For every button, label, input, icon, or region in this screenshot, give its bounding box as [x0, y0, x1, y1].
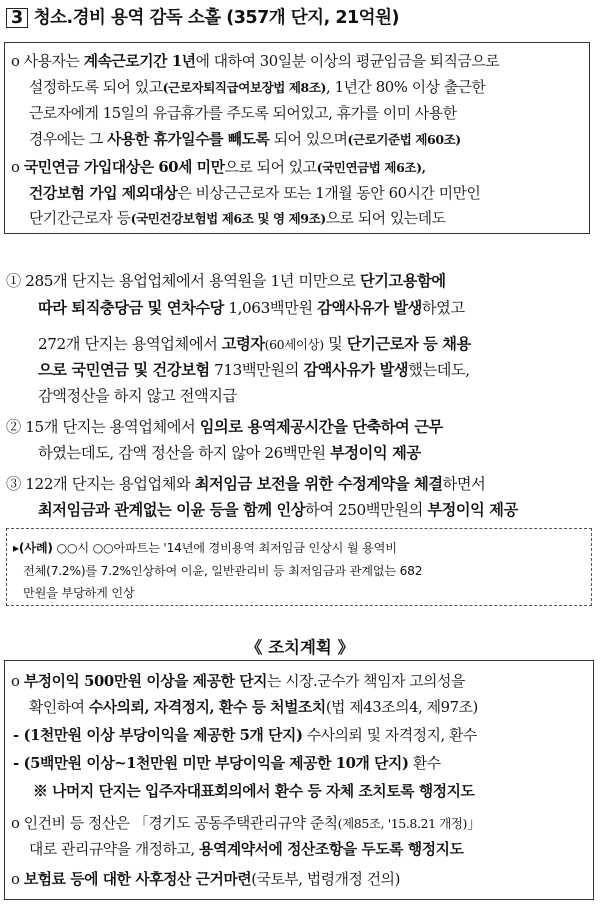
text-segment: ③ 122개 단지는 용업업체와 — [6, 475, 195, 493]
text-segment: (국민건강보험법 제6조 및 영 제9조) — [130, 211, 326, 226]
text-segment: 및 — [323, 335, 347, 353]
text-segment: 으로 되어 있는데도 — [325, 210, 446, 227]
text-segment: 확인하여 — [29, 699, 89, 716]
case-line-0 — [13, 537, 583, 560]
text-segment: ② 15개 단지는 용역업체에서 — [6, 418, 200, 436]
text-segment: - (1천만원 이상 부당이익을 제공한 5개 단지) — [13, 727, 303, 744]
text-segment: 하였는데도, 감액 정산을 하지 않아 26백만원 — [38, 444, 331, 462]
text-segment: o — [11, 871, 24, 888]
text-segment: ① 285개 단지는 용업업체에서 용역원을 1년 미만으로 — [6, 272, 360, 290]
box1-line-2 — [29, 101, 457, 127]
text-segment: 수사의뢰, 자격정지, 환수 등 처벌조치 — [88, 699, 326, 716]
plan-line-7 — [11, 867, 400, 893]
finding-2-line-1 — [38, 440, 421, 467]
text-segment: 부정이익 제공 — [330, 444, 421, 462]
text-segment: 으로 되어 있고 — [224, 159, 317, 176]
plan-line-6 — [29, 837, 463, 863]
text-segment: 전체(7.2%)를 7.2%인상하여 이윤, 일반관리비 등 최저임금과 관계없는 682 — [23, 563, 423, 578]
box1-line-6 — [29, 206, 446, 232]
text-segment: o 사용자는 — [11, 53, 84, 70]
text-segment: 되어 있으며 — [269, 131, 348, 148]
finding-3-line-1 — [38, 497, 518, 524]
text-segment: (60세이상) — [264, 337, 324, 352]
text-segment: o 인건비 등 정산은 「경기도 공동주택관리규약 준칙 — [11, 815, 338, 832]
text-segment: (제85조, '15.8.21 개정) — [337, 816, 468, 831]
text-segment: 했는데도, — [408, 361, 470, 379]
section-number: 3 — [6, 8, 28, 28]
text-segment: 사용한 휴가일수를 빼도록 — [107, 131, 270, 148]
text-segment: 하였고 — [421, 299, 465, 317]
text-segment: 따라 퇴직충당금 및 연차수당 — [38, 299, 224, 317]
plan-line-4 — [33, 779, 474, 805]
finding-1-line-0 — [6, 268, 446, 295]
plan-line-0 — [11, 669, 465, 695]
text-segment: (근로기준법 제60조) — [347, 132, 461, 147]
text-segment: 환수 — [408, 755, 441, 772]
text-segment: 최저임금과 관계없는 이윤 등을 함께 인상 — [38, 501, 306, 519]
text-segment: 하여 250백만원의 — [305, 501, 428, 519]
text-segment: (법 제43조의4, 제97조) — [325, 699, 478, 716]
box1-line-4 — [11, 155, 426, 181]
box1-line-5 — [29, 181, 480, 207]
box1-line-3 — [29, 127, 461, 153]
text-segment: 부정이익 제공 — [427, 501, 518, 519]
text-segment: 」 — [467, 815, 482, 832]
box1-line-0 — [11, 49, 499, 75]
plan-line-3 — [13, 751, 441, 777]
text-segment: 건강보험 가입 제외대상 — [29, 185, 178, 202]
case-example-box — [6, 528, 592, 606]
section-title — [6, 4, 399, 29]
text-segment: 단기간근로자 등 — [29, 210, 131, 227]
text-segment: 고령자 — [221, 335, 265, 353]
text-segment: 용역계약서에 정산조항을 두도록 행정지도 — [199, 841, 464, 858]
text-segment: 으로 국민연금 및 건강보험 — [38, 361, 210, 379]
text-segment: 근로자에게 15일의 유급휴가를 주도록 되어있고, 휴가를 이미 사용한 — [29, 105, 457, 122]
finding-1-line-3 — [38, 357, 470, 384]
text-segment: 713백만원의 — [209, 361, 304, 379]
text-segment: 1,063백만원 — [223, 299, 318, 317]
text-segment: (국토부, 법령개정 건의) — [251, 871, 400, 888]
text-segment: 수사의뢰 및 자격정지, 환수 — [302, 727, 477, 744]
text-segment: (국민연금법 제6조), — [316, 160, 426, 175]
action-plan-box — [4, 660, 594, 900]
plan-line-1 — [29, 695, 478, 721]
text-segment: 하면서 — [442, 475, 486, 493]
text-segment: ▸(사례) — [13, 541, 53, 555]
text-segment: 임의로 용역제공시간을 단축하여 근무 — [199, 418, 443, 436]
text-segment: 국민연금 가입대상은 60세 미만 — [23, 159, 225, 176]
text-segment: (근로자퇴직급여보장법 제8조) — [162, 80, 327, 95]
text-segment: 은 비상근근로자 또는 1개월 동안 60시간 미만인 — [177, 185, 481, 202]
text-segment: ※ 나머지 단지는 입주자대표회의에서 환수 등 자체 조치토록 행정지도 — [33, 783, 475, 800]
case-line-2 — [13, 582, 583, 605]
text-segment: 는 시장.군수가 책임자 고의성을 — [267, 673, 465, 690]
text-segment: 단기근로자 등 채용 — [346, 335, 471, 353]
text-segment: 감액정산을 하지 않고 전액지급 — [38, 387, 237, 405]
plan-line-2 — [13, 723, 477, 749]
text-segment: 보험료 등에 대한 사후정산 근거마련 — [23, 871, 252, 888]
text-segment: 에 대하여 30일분 이상의 평균임금을 퇴직금으로 — [195, 53, 500, 70]
action-plan-title: 《 조치계획 》 — [245, 638, 355, 657]
text-segment: 설정하도록 되어 있고 — [29, 79, 163, 96]
text-segment: 경우에는 그 — [29, 131, 108, 148]
text-segment: - (5백만원 이상~1천만원 미만 부당이익을 제공한 10개 단지) — [13, 755, 409, 772]
text-segment: o — [11, 673, 24, 690]
case-line-1 — [13, 560, 583, 583]
section-title-text: 청소.경비 용역 감독 소홀 (357개 단지, 21억원) — [33, 8, 399, 28]
plan-line-5 — [11, 811, 481, 837]
text-segment: 단기고용함에 — [359, 272, 446, 290]
text-segment: o — [11, 159, 24, 176]
text-segment: 감액사유가 발생 — [317, 299, 422, 317]
text-segment: 감액사유가 발생 — [303, 361, 409, 379]
text-segment: 272개 단지는 용역업체에서 — [38, 335, 222, 353]
finding-2-line-0 — [6, 414, 443, 441]
text-segment: 계속근로기간 1년 — [83, 53, 196, 70]
text-segment: 최저임금 보전을 위한 수정계약을 체결 — [194, 475, 443, 493]
finding-3-line-0 — [6, 471, 485, 498]
finding-1-line-2 — [38, 331, 471, 358]
legal-basis-box — [4, 42, 590, 234]
finding-1-line-4 — [38, 383, 237, 410]
text-segment: ○○시 ○○아파트는 '14년에 경비용역 최저임금 인상시 월 용역비 — [52, 541, 397, 555]
text-segment: , 1년간 80% 이상 출근한 — [326, 79, 486, 96]
text-segment: 대로 관리규약을 개정하고, — [29, 841, 200, 858]
text-segment: 부정이익 500만원 이상을 제공한 단지 — [23, 673, 268, 690]
text-segment: 만원을 부당하게 인상 — [23, 586, 135, 600]
box1-line-1 — [29, 75, 486, 101]
finding-1-line-1 — [38, 295, 465, 322]
